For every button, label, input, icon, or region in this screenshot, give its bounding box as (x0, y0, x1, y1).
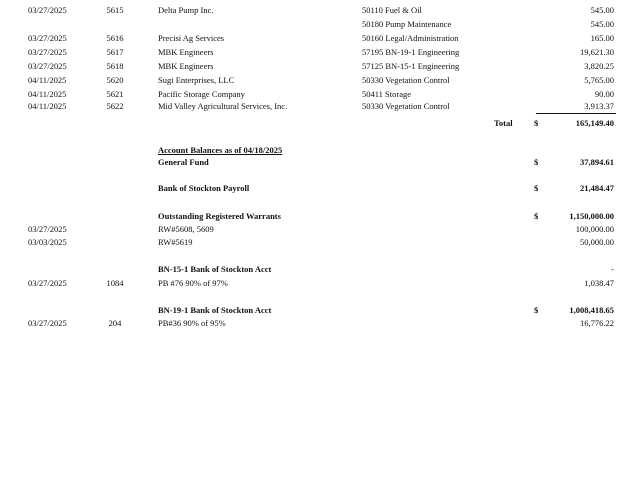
bn19-number: 204 (108, 318, 122, 328)
check-payee: Precisi Ag Services (158, 33, 225, 43)
check-account: 50330 Vegetation Control (362, 101, 450, 111)
warrant-amount: 50,000.00 (580, 237, 614, 247)
check-account: 50110 Fuel & Oil (362, 5, 422, 15)
check-payee: MBK Engineers (158, 61, 214, 71)
bn19-amount: 1,008,418.65 (569, 305, 614, 315)
warrant-amount: 100,000.00 (575, 224, 614, 234)
check-amount: 165.00 (590, 33, 614, 43)
balances-heading: Account Balances as of 04/18/2025 (158, 145, 283, 155)
payroll-amount: 21,484.47 (580, 183, 614, 193)
general-fund-label: General Fund (158, 157, 209, 167)
check-amount: 90.00 (594, 89, 614, 99)
check-account: 50330 Vegetation Control (362, 75, 450, 85)
check-date: 03/27/2025 (28, 61, 67, 71)
bn15-date: 03/27/2025 (28, 278, 67, 288)
bn19-date: 03/27/2025 (28, 318, 67, 328)
check-number: 5618 (106, 61, 124, 71)
warrants-dollar-sign: $ (534, 211, 539, 221)
check-payee: Delta Pump Inc. (158, 5, 214, 15)
payroll-label: Bank of Stockton Payroll (158, 183, 250, 193)
check-amount: 545.00 (590, 19, 614, 29)
check-number: 5615 (106, 5, 124, 15)
check-date: 03/27/2025 (28, 5, 67, 15)
bn15-amount: - (611, 264, 614, 274)
check-date: 04/11/2025 (28, 75, 67, 85)
check-date: 03/27/2025 (28, 33, 67, 43)
warrant-desc: RW#5608, 5609 (158, 224, 214, 234)
bn15-label: BN-15-1 Bank of Stockton Acct (158, 264, 272, 274)
check-payee: Pacific Storage Company (158, 89, 245, 99)
bn19-row-amount: 16,776.22 (580, 318, 614, 328)
check-number: 5622 (106, 101, 124, 111)
warrant-date: 03/03/2025 (28, 237, 67, 247)
total-dollar-sign: $ (534, 118, 539, 128)
check-number: 5621 (106, 89, 124, 99)
check-account: 50160 Legal/Administration (362, 33, 459, 43)
check-number: 5616 (106, 33, 124, 43)
bn15-number: 1084 (106, 278, 124, 288)
total-rule (536, 113, 616, 114)
bn15-desc: PB #76 90% of 97% (158, 278, 228, 288)
check-account: 57125 BN-15-1 Engineering (362, 61, 460, 71)
check-payee: Sugi Enterprises, LLC (158, 75, 235, 85)
payroll-dollar-sign: $ (534, 183, 539, 193)
check-account: 50180 Pump Maintenance (362, 19, 452, 29)
check-date: 04/11/2025 (28, 101, 67, 111)
check-amount: 5,765.00 (584, 75, 614, 85)
bn15-row-amount: 1,038.47 (584, 278, 614, 288)
check-amount: 19,621.30 (580, 47, 614, 57)
check-date: 03/27/2025 (28, 47, 67, 57)
bn19-desc: PB#36 90% of 95% (158, 318, 226, 328)
total-amount: 165,149.40 (575, 118, 614, 128)
bn19-label: BN-19-1 Bank of Stockton Acct (158, 305, 272, 315)
check-date: 04/11/2025 (28, 89, 67, 99)
check-account: 57195 BN-19-1 Engineering (362, 47, 460, 57)
check-account: 50411 Storage (362, 89, 412, 99)
general-fund-dollar-sign: $ (534, 157, 539, 167)
check-payee: MBK Engineers (158, 47, 214, 57)
check-amount: 3,820.25 (584, 61, 614, 71)
general-fund-amount: 37,894.61 (580, 157, 614, 167)
check-amount: 545.00 (590, 5, 614, 15)
check-number: 5620 (106, 75, 124, 85)
check-payee: Mid Valley Agricultural Services, Inc. (158, 101, 288, 111)
check-amount: 3,913.37 (584, 101, 614, 111)
bn19-dollar-sign: $ (534, 305, 539, 315)
warrants-amount: 1,150,000.00 (569, 211, 614, 221)
warrant-date: 03/27/2025 (28, 224, 67, 234)
total-label: Total (494, 118, 513, 128)
check-number: 5617 (106, 47, 124, 57)
warrants-label: Outstanding Registered Warrants (158, 211, 281, 221)
warrant-desc: RW#5619 (158, 237, 193, 247)
